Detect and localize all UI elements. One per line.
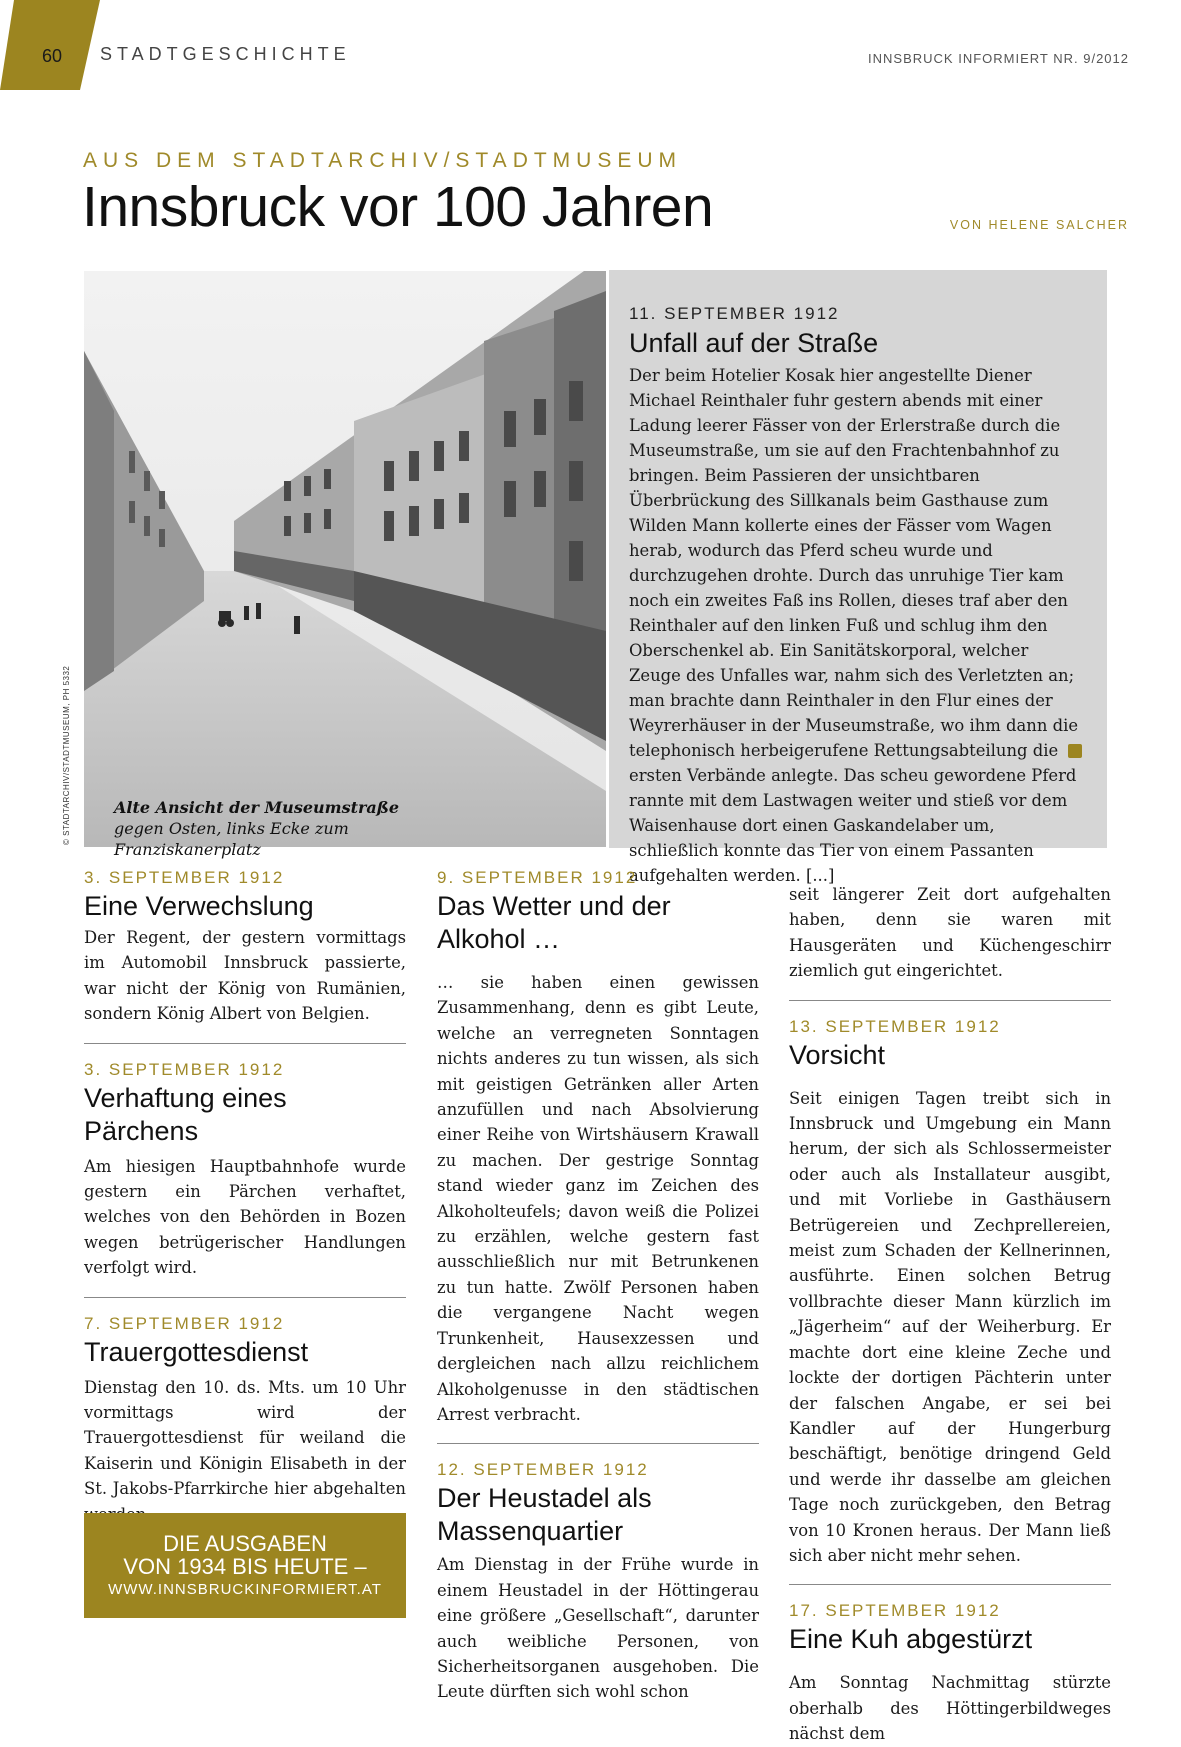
promo-line-1: DIE AUSGABEN — [163, 1531, 327, 1556]
article-headline: Verhaftung eines Pärchens — [84, 1082, 287, 1146]
article-date: 7. SEPTEMBER 1912 — [84, 1313, 285, 1333]
article-date: 17. SEPTEMBER 1912 — [789, 1601, 1001, 1621]
end-mark-icon — [1068, 744, 1082, 758]
promo-line-2: VON 1934 BIS HEUTE – — [123, 1554, 367, 1579]
divider — [789, 1584, 1111, 1585]
historic-street-photo — [84, 271, 606, 847]
article-date: 13. SEPTEMBER 1912 — [789, 1016, 1001, 1036]
photo-caption — [114, 797, 434, 860]
page-tab — [0, 0, 100, 90]
photo-credit: © STADTARCHIV/STADTMUSEUM, PH 5332 — [62, 665, 71, 845]
featured-date: 11. SEPTEMBER 1912 — [629, 304, 840, 323]
article-headline: Der Heustadel als Massenquartier — [437, 1483, 652, 1547]
divider — [84, 1043, 406, 1044]
page-number: 60 — [42, 46, 63, 66]
article-continuation: seit längerer Zeit dort aufgehalten haben, denn sie waren mit Hausgeräten und Küchengeschirr ziemlich gut eingerichtet. — [789, 885, 1111, 981]
byline: VON HELENE SALCHER — [949, 218, 1129, 232]
article-body: … sie haben einen gewissen Zusammenhang, denn es gibt Leute, welche an verregneten Sonntagen nichts anderes zu tun wissen, als sich mit geistigen Getränken aller Arten anzufüllen und nach Absolvierung einer Reihe von Wirtshäusern Krawall zu machen. Der gestrige Sonntag stand wieder ganz im Zeichen des Alkoholteufels; davon weiß die Polizei zu erzählen, welche gestern fast ausschließlich nur mit Betrunkenen zu tun hatte. Zwölf Personen haben die vergangene Nacht wegen Trunkenheit, Hausexzessen und dergleichen nach allzu reichlichem Alkoholgenusse in den städtischen Arrest verbracht. — [437, 973, 759, 1424]
archive-promo-link[interactable] — [84, 1513, 406, 1618]
featured-body: Der beim Hotelier Kosak hier angestellte Diener Michael Reinthaler fuhr gestern abends mit einer Ladung leerer Fässer von der Erlerstraße durch die Museumstraße, um sie auf den Frachtenbahnhof zu bringen. Beim Passieren der unsichtbaren Überbrückung des Sillkanals beim Gasthause zum Wilden Mann kollerte eines der Fässer vom Wagen herab, wodurch das Pferd scheu wurde und durchzugehen drohte. Durch das unruhige Tier kam noch ein zweites Faß ins Rollen, dieses traf aber den Reinthaler auf den linken Fuß und schlug ihm den Oberschenkel ab. Ein Sanitätskorporal, welcher Zeuge des Unfalles war, nahm sich des Verletzten an; man brachte dann Reinthaler in den Flur eines der Weyrerhäuser in der Museumstraße, wo ihm dann die telephonisch herbeigerufene Rettungsabteilung die ersten Verbände anlegte. Das scheu gewordene Pferd rannte mit dem Lastwagen weiter und stieß vor dem Waisenhause dort einen Gaskandelaber um, schließlich konnte das Tier von einem Passanten aufgehalten werden. [...] — [629, 366, 1079, 885]
featured-article — [609, 270, 1107, 885]
caption-rest: gegen Osten, links Ecke zum Franziskanerplatz — [114, 819, 349, 859]
article-body: Am Dienstag in der Frühe wurde in einem Heustadel in der Höttingerau eine größere „Gesellschaft“, darunter auch weibliche Personen, von Sicherheitsorganen ausgehoben. Die Leute dürften sich wohl schon — [437, 1555, 759, 1702]
section-label: STADTGESCHICHTE — [100, 44, 351, 64]
issue-label: INNSBRUCK INFORMIERT NR. 9/2012 — [868, 51, 1129, 66]
article-headline: Eine Verwechslung — [84, 891, 314, 921]
divider — [789, 1000, 1111, 1001]
article-date: 9. SEPTEMBER 1912 — [437, 868, 638, 887]
kicker: AUS DEM STADTARCHIV/STADTMUSEUM — [83, 149, 683, 172]
article-body: Dienstag den 10. ds. Mts. um 10 Uhr vormittags wird der Trauergottesdienst für weiland die Kaiserin und Königin Elisabeth in der St. Jakobs-Pfarrkirche hier abgehalten — [84, 1377, 406, 1499]
column-1 — [84, 868, 406, 1527]
column-3 — [789, 882, 1111, 1747]
article-body: Am hiesigen Hauptbahnhofe wurde gestern ein Pärchen verhaftet, welches von den Behörden in Bozen wegen betrügerischer Handlungen verfolgt wird. — [84, 1156, 406, 1278]
article-date: 3. SEPTEMBER 1912 — [84, 868, 285, 887]
article-headline: Das Wetter und der Alkohol … — [437, 891, 671, 954]
article-body: Am Sonntag Nachmittag stürzte oberhalb des Höttingerbildweges nächst dem — [789, 1673, 1111, 1744]
article-date: 3. SEPTEMBER 1912 — [84, 1059, 285, 1079]
article-headline: Vorsicht — [789, 1039, 886, 1070]
divider — [84, 1297, 406, 1298]
article-date: 12. SEPTEMBER 1912 — [437, 1460, 649, 1480]
promo-url[interactable]: WWW.INNSBRUCKINFORMIERT.AT — [108, 1581, 382, 1598]
article-headline: Eine Kuh abgestürzt — [789, 1624, 1033, 1655]
featured-headline: Unfall auf der Straße — [629, 328, 879, 358]
article-body: Der Regent, der gestern vormittags im Automobil Innsbruck passierte, war nicht der König von Rumänien, sondern König Albert von Belgien. — [84, 928, 406, 1024]
divider — [437, 1443, 759, 1444]
article-headline: Trauergottesdienst — [84, 1336, 309, 1367]
column-2 — [437, 868, 759, 1705]
caption-bold: Alte Ansicht der Museumstraße — [114, 798, 400, 817]
article-body: Seit einigen Tagen treibt sich in Innsbruck und Umgebung ein Mann herum, der sich als Schlossermeister oder auch als Installateur ausgibt, und mit Vorliebe in Gasthäusern Betrügereien und Zechprellereien, meist zum Schaden der Kellnerinnen, ausführte. Einen solchen Betrug vollbrachte dieser Mann kürzlich im „Jägerheim“ auf der Weiherburg. Er machte dort eine kleine Zeche und lockte der dortigen Pächterin unter der falschen Angabe, er sei bei Kandler auf der Hungerburg beschäftigt, benötige dringend Geld und werde ihr dasselbe am gleichen Tage noch zurückgeben, den Betrag von 10 Kronen heraus. Der Mann ließ sich aber nicht mehr sehen. — [789, 1088, 1111, 1565]
page-title: Innsbruck vor 100 Jahren — [82, 175, 714, 239]
